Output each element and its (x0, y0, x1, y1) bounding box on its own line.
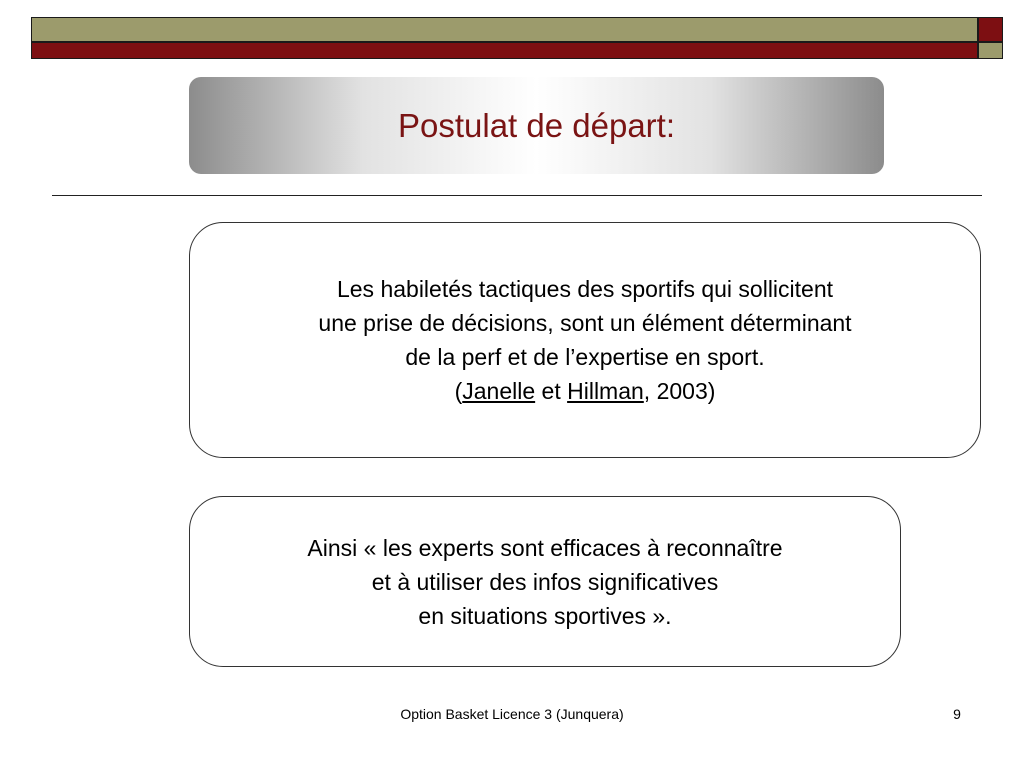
header-square-maroon (978, 17, 1003, 42)
citation-year: , 2003) (643, 378, 716, 404)
footer-text: Option Basket Licence 3 (Junquera) (400, 706, 624, 722)
citation-conjunction: et (535, 378, 568, 404)
quote-line-3: en situations sportives ». (418, 602, 672, 629)
header-bar-olive (31, 17, 978, 42)
statement-line-2: une prise de décisions, sont un élément déterminant (318, 310, 852, 336)
header-square-olive (978, 42, 1003, 59)
citation-author-hillman[interactable]: Hillman (567, 378, 644, 404)
header-bar-maroon (31, 42, 978, 59)
citation-author-janelle[interactable]: Janelle (462, 378, 536, 404)
statement-line-3: de la perf et de l’expertise en sport. (405, 344, 765, 370)
statement-line-1: Les habiletés tactiques des sportifs qui sollicitent (336, 276, 834, 302)
quote-line-2: et à utiliser des infos significatives (371, 568, 719, 595)
quote-text (307, 531, 782, 633)
statement-text (318, 272, 851, 408)
quote-line-1: Ainsi « les experts sont efficaces à reconnaître (307, 534, 783, 561)
statement-box (189, 222, 981, 458)
slide-title: Postulat de départ: (397, 106, 676, 144)
citation-open: ( (454, 378, 463, 404)
quote-box (189, 496, 901, 667)
title-banner (189, 77, 884, 174)
title-divider (52, 195, 982, 196)
citation (318, 374, 851, 408)
page-number: 9 (953, 706, 961, 722)
